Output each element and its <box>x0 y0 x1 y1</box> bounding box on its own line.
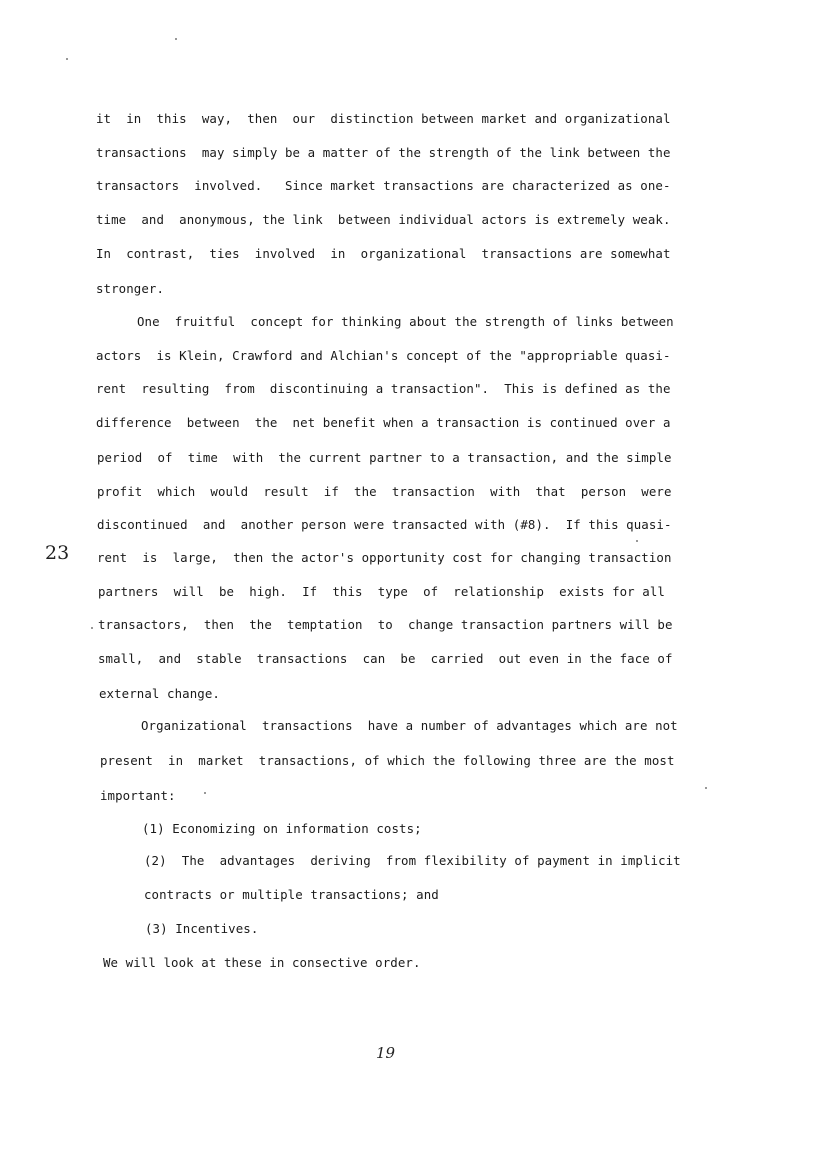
body-text-line: difference between the net benefit when a transaction is continued over a <box>96 415 671 430</box>
body-text-line: it in this way, then our distinction between market and organizational <box>96 111 671 126</box>
body-text-line: small, and stable transactions can be carried out even in the face of <box>98 651 673 666</box>
margin-annotation: 23 <box>45 542 70 564</box>
body-text-line: actors is Klein, Crawford and Alchian's concept of the "appropriable quasi- <box>96 348 671 363</box>
body-text-line: One fruitful concept for thinking about the strength of links between <box>137 314 674 329</box>
body-text-line: discontinued and another person were transacted with (#8). If this quasi- <box>97 517 672 532</box>
scan-speck <box>91 627 93 629</box>
body-text-line: period of time with the current partner to a transaction, and the simple <box>97 450 672 465</box>
body-text-line: time and anonymous, the link between individual actors is extremely weak. <box>96 212 671 227</box>
scan-speck <box>175 38 177 40</box>
body-text-line: profit which would result if the transaction with that person were <box>97 484 672 499</box>
list-item: (2) The advantages deriving from flexibility of payment in implicit <box>144 853 681 868</box>
closing-line: We will look at these in consective order. <box>103 955 421 970</box>
list-item: (3) Incentives. <box>145 921 259 936</box>
body-text-line: partners will be high. If this type of relationship exists for all <box>98 584 665 599</box>
body-text-line: transactors, then the temptation to change transaction partners will be <box>98 617 673 632</box>
list-item: (1) Economizing on information costs; <box>142 821 422 836</box>
list-item-continuation: contracts or multiple transactions; and <box>144 887 439 902</box>
scan-speck <box>705 787 707 789</box>
scan-speck <box>204 792 206 794</box>
body-text-line: present in market transactions, of which the following three are the most <box>100 753 675 768</box>
page-number: 19 <box>376 1044 396 1062</box>
body-text-line: transactions may simply be a matter of the strength of the link between the <box>96 145 671 160</box>
body-text-line: rent resulting from discontinuing a transaction". This is defined as the <box>96 381 671 396</box>
body-text-line: Organizational transactions have a number of advantages which are not <box>141 718 678 733</box>
body-text-line: stronger. <box>96 281 165 296</box>
scan-speck <box>636 540 638 542</box>
body-text-line: external change. <box>99 686 220 701</box>
body-text-line: In contrast, ties involved in organizational transactions are somewhat <box>96 246 671 261</box>
body-text-line: transactors involved. Since market transactions are characterized as one- <box>96 178 671 193</box>
body-text-line: important: <box>100 788 176 803</box>
scan-speck <box>66 58 68 60</box>
body-text-line: rent is large, then the actor's opportunity cost for changing transaction <box>97 550 672 565</box>
